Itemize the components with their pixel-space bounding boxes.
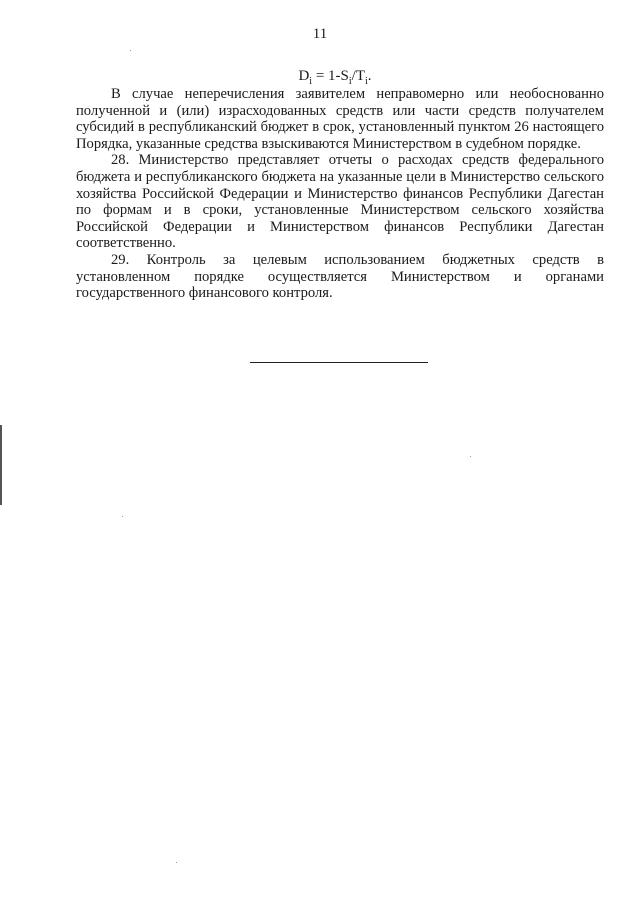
formula — [0, 68, 640, 87]
section-divider — [250, 362, 428, 363]
scan-speck — [176, 862, 177, 863]
formula-rhs-sub1: i — [348, 76, 352, 87]
formula-lhs-sub: i — [309, 76, 313, 87]
paragraph-28-reports: 28. Министерство представляет отчеты о расходах средств федерального бюджета и республиканского бюджета на указанные цели в Министерство сельского хозяйства Российской Федерации и Министерство финансов Республики Дагестан по формам и в сроки, установленные Министерством сельского хозяйства Российской Федерации и Министерством финансов Республики Дагестан соответственно. — [76, 152, 604, 252]
paragraph-29-control: 29. Контроль за целевым использованием бюджетных средств в установленном порядке осуществляется Министерством и органами государственного финансового контроля. — [76, 251, 604, 302]
formula-lhs-base: D — [298, 68, 310, 84]
paragraph-refund-collection: В случае неперечисления заявителем неправомерно или необоснованно полученной и (или) израсходованных средств или части средств получателем субсидий в республиканский бюджет в срок, установленный пунктом 26 настоящего Порядка, указанные средства взыскиваются Министерством в судебном порядке. — [76, 86, 604, 152]
scan-speck — [470, 456, 471, 457]
document-body — [76, 86, 604, 302]
formula-equals: = — [312, 68, 329, 84]
formula-rhs-end: . — [367, 68, 372, 84]
page-number: 11 — [312, 26, 328, 42]
formula-rhs-sub2: i — [365, 76, 368, 87]
scan-speck — [130, 50, 131, 51]
formula-rhs-slash: /T — [351, 68, 366, 84]
formula-rhs-prefix: 1-S — [328, 68, 349, 84]
scan-margin-mark — [0, 425, 2, 505]
scan-speck — [122, 516, 123, 517]
